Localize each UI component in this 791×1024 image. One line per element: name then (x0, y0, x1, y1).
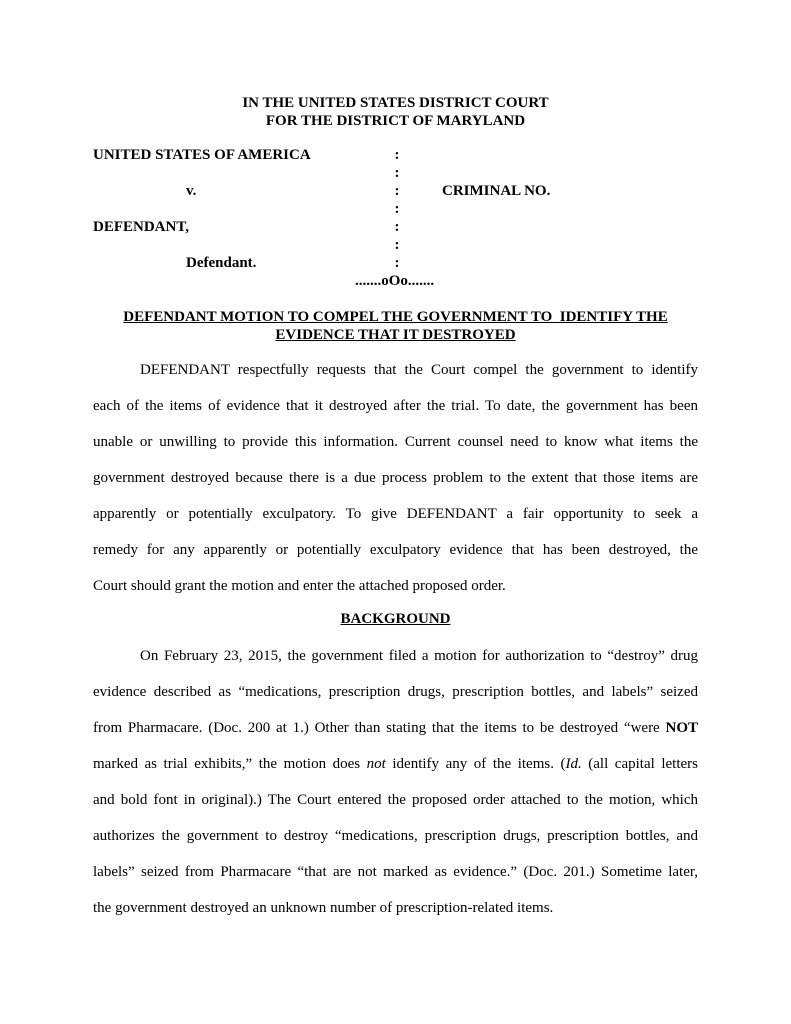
court-heading (0, 94, 791, 130)
emphasis-italic: not (366, 756, 386, 772)
caption-versus: v. (186, 183, 197, 199)
text-run: from Pharmacare. (Doc. 200 at 1.) Other than stating that the items to be destroyed “were (93, 720, 666, 736)
paragraph-line: On February 23, 2015, the government filed a motion for authorization to “destroy” drug (140, 648, 698, 664)
paragraph-line: apparently or potentially exculpatory. To give DEFENDANT a fair opportunity to seek a (93, 506, 698, 522)
paragraph-line (93, 710, 698, 746)
caption-colon: : (394, 237, 400, 253)
text-run: identify any of the items. ( (385, 756, 566, 772)
motion-title-line: DEFENDANT MOTION TO COMPEL THE GOVERNMENT TO IDENTIFY THE (123, 309, 668, 325)
paragraph-line (93, 746, 698, 782)
paragraph-line: Court should grant the motion and enter the attached proposed order. (93, 578, 506, 594)
caption-colon: : (394, 201, 400, 217)
citation-id: Id. (565, 756, 582, 772)
caption-colon: : (394, 255, 400, 271)
paragraph-line: and bold font in original).) The Court entered the proposed order attached to the motion, which (93, 792, 698, 808)
criminal-number-label: CRIMINAL NO. (442, 183, 551, 199)
section-heading-background: BACKGROUND (340, 611, 451, 627)
court-name: IN THE UNITED STATES DISTRICT COURT (242, 95, 549, 111)
motion-title-line: EVIDENCE THAT IT DESTROYED (275, 327, 516, 343)
caption-defendant-role: Defendant. (186, 255, 257, 271)
caption-separator: .......oOo....... (355, 273, 435, 289)
emphasis-bold: NOT (665, 720, 698, 736)
text-run: marked as trial exhibits,” the motion does (93, 756, 367, 772)
court-district: FOR THE DISTRICT OF MARYLAND (265, 113, 526, 129)
paragraph-line: unable or unwilling to provide this information. Current counsel need to know what items the (93, 434, 698, 450)
paragraph-line: each of the items of evidence that it destroyed after the trial. To date, the government has been (93, 398, 698, 414)
background-paragraph (93, 638, 698, 926)
motion-title (0, 308, 791, 344)
paragraph-line: authorizes the government to destroy “medications, prescription drugs, prescription bottles, and (93, 828, 698, 844)
paragraph-line: DEFENDANT respectfully requests that the Court compel the government to identify (140, 362, 698, 378)
text-run: (all capital letters (581, 756, 698, 772)
caption-colon: : (394, 219, 400, 235)
caption-defendant: DEFENDANT, (93, 219, 189, 235)
intro-paragraph (93, 352, 698, 604)
paragraph-line: evidence described as “medications, prescription drugs, prescription bottles, and labels” seized (93, 684, 698, 700)
caption-colon: : (394, 165, 400, 181)
caption-colon: : (394, 183, 400, 199)
caption-plaintiff: UNITED STATES OF AMERICA (93, 147, 311, 163)
paragraph-line: government destroyed because there is a due process problem to the extent that those items are (93, 470, 698, 486)
paragraph-line: remedy for any apparently or potentially exculpatory evidence that has been destroyed, the (93, 542, 698, 558)
paragraph-line: the government destroyed an unknown number of prescription-related items. (93, 900, 554, 916)
paragraph-line: labels” seized from Pharmacare “that are not marked as evidence.” (Doc. 201.) Sometime later, (93, 864, 698, 880)
caption-colon: : (394, 147, 400, 163)
